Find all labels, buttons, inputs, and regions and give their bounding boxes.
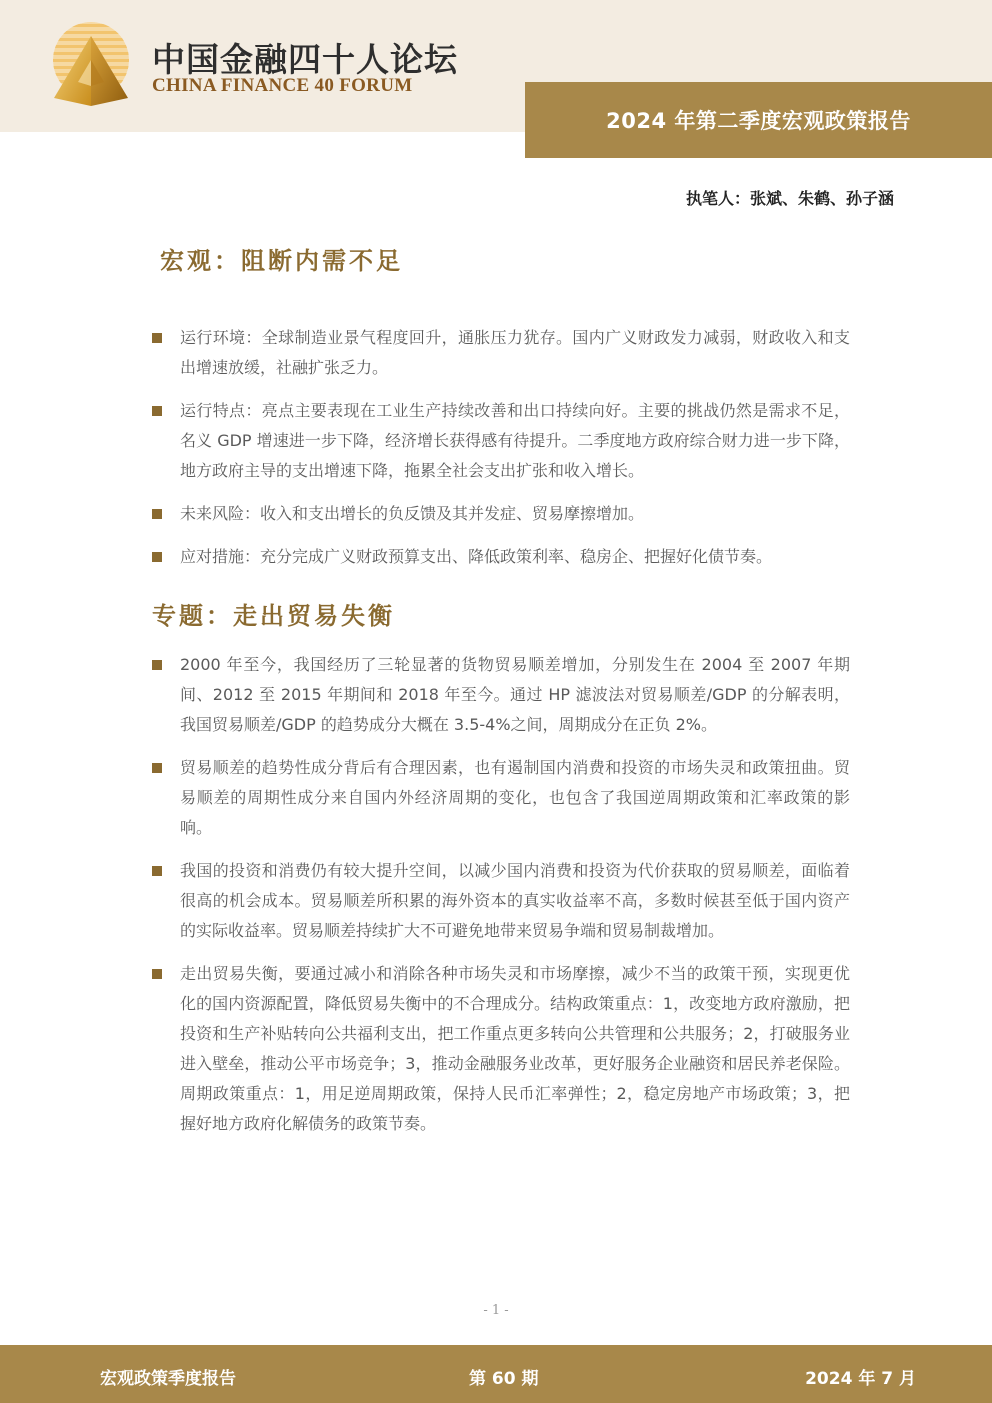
square-bullet-icon [152,763,162,773]
list-item-text: 我国的投资和消费仍有较大提升空间，以减少国内消费和投资为代价获取的贸易顺差，面临着很高的机会成本。贸易顺差所积累的海外资本的真实收益率不高，多数时候甚至低于国内资产的实际收益率。贸易顺差持续扩大不可避免地带来贸易争端和贸易制裁增加。 [180,861,850,940]
list-item [150,959,850,1139]
square-bullet-icon [152,333,162,343]
list-item-text: 运行环境：全球制造业景气程度回升，通胀压力犹存。国内广义财政发力减弱，财政收入和支出增速放缓，社融扩张乏力。 [180,328,850,377]
list-item [150,323,850,383]
list-item [150,753,850,843]
square-bullet-icon [152,969,162,979]
section-title-special: 专题：走出贸易失衡 [152,601,395,630]
authors: 执笔人：张斌、朱鹤、孙子涵 [685,189,894,208]
macro-bullet-list [150,323,850,585]
forum-logo-icon [50,20,132,106]
report-title-banner [525,82,992,158]
section-title-macro: 宏观：阻断内需不足 [160,246,403,275]
list-item-text: 运行特点：亮点主要表现在工业生产持续改善和出口持续向好。主要的挑战仍然是需求不足，名义 GDP 增速进一步下降，经济增长获得感有待提升。二季度地方政府综合财力进一步下降，地方政府主导的支出增速下降，拖累全社会支出扩张和收入增长。 [180,401,850,480]
footer-band [0,1345,992,1403]
report-title: 2024 年第二季度宏观政策报告 [606,109,911,133]
footer-date: 2024 年 7 月 [805,1369,916,1389]
list-item-text: 2000 年至今，我国经历了三轮显著的货物贸易顺差增加，分别发生在 2004 至 2007 年期间、2012 至 2015 年期间和 2018 年至今。通过 HP 滤波法对贸易顺差/GDP 的分解表明，我国贸易顺差/GDP 的趋势成分大概在 3.5-4%之间，周期成分在正负 2%。 [180,655,850,734]
square-bullet-icon [152,552,162,562]
list-item-text: 未来风险：收入和支出增长的负反馈及其并发症、贸易摩擦增加。 [180,504,645,523]
list-item [150,396,850,486]
footer-publication: 宏观政策季度报告 [100,1369,236,1389]
square-bullet-icon [152,660,162,670]
special-bullet-list [150,650,850,1152]
org-name-en: CHINA FINANCE 40 FORUM [152,75,413,96]
org-name-cn: 中国金融四十人论坛 [152,40,458,79]
square-bullet-icon [152,866,162,876]
list-item [150,856,850,946]
list-item [150,542,850,572]
list-item-text: 走出贸易失衡，要通过减小和消除各种市场失灵和市场摩擦，减少不当的政策干预，实现更优化的国内资源配置，降低贸易失衡中的不合理成分。结构政策重点：1，改变地方政府激励，把投资和生产补贴转向公共福利支出，把工作重点更多转向公共管理和公共服务；2，打破服务业进入壁垒，推动公平市场竞争；3，推动金融服务业改革，更好服务企业融资和居民养老保险。周期政策重点：1，用足逆周期政策，保持人民币汇率弹性；2，稳定房地产市场政策；3，把握好地方政府化解债务的政策节奏。 [180,964,850,1133]
page-number: - 1 - [483,1303,509,1318]
footer-issue: 第 60 期 [469,1369,539,1389]
square-bullet-icon [152,509,162,519]
list-item-text: 贸易顺差的趋势性成分背后有合理因素，也有遏制国内消费和投资的市场失灵和政策扭曲。贸易顺差的周期性成分来自国内外经济周期的变化，也包含了我国逆周期政策和汇率政策的影响。 [180,758,850,837]
list-item-text: 应对措施：充分完成广义财政预算支出、降低政策利率、稳房企、把握好化债节奏。 [180,547,773,566]
list-item [150,499,850,529]
list-item [150,650,850,740]
square-bullet-icon [152,406,162,416]
